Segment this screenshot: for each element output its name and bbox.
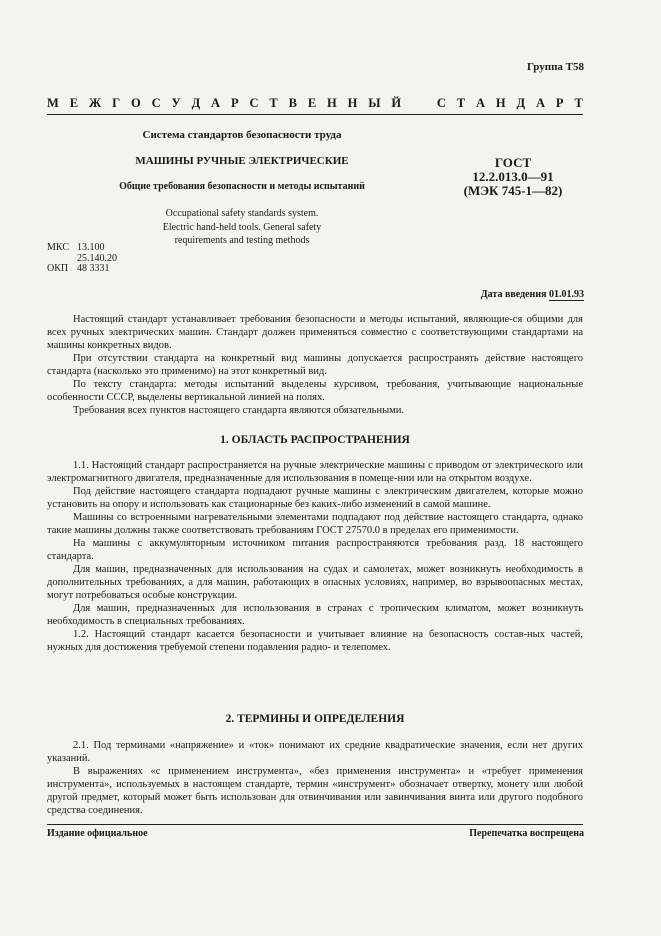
- banner-letter: Н: [327, 96, 337, 110]
- section-heading: 2. ТЕРМИНЫ И ОПРЕДЕЛЕНИЯ: [225, 713, 405, 725]
- gost-label: ГОСТ: [494, 155, 532, 170]
- paragraph: 1.2. Настоящий стандарт касается безопасности и учитывает влияние на безопасность состав-ных частей, нужных для достижения требуемой степени подавления радио- и телепомех.: [47, 629, 583, 653]
- banner-letter: Т: [456, 96, 466, 110]
- banner-letter: Н: [347, 96, 358, 110]
- system-title: Система стандартов безопасности труда: [142, 129, 342, 141]
- banner-letter: С: [249, 96, 259, 110]
- gost-number: 12.2.013.0—91: [472, 169, 554, 184]
- banner-letter: Г: [112, 96, 121, 110]
- classification-codes: [47, 243, 117, 275]
- banner-letter: Т: [574, 96, 583, 110]
- section-2-text: [47, 739, 583, 817]
- banner-letter: Е: [69, 96, 79, 110]
- document-title: МАШИНЫ РУЧНЫЕ ЭЛЕКТРИЧЕСКИЕ: [135, 155, 349, 167]
- intro-text: [47, 313, 583, 417]
- banner-letter: А: [211, 96, 221, 110]
- iec-number: (МЭК 745-1—82): [463, 183, 563, 198]
- official-edition-note: Издание официальное: [47, 828, 148, 839]
- mks-label: МКС: [47, 242, 69, 253]
- banner-letter: Й: [391, 96, 402, 110]
- paragraph: Настоящий стандарт устанавливает требования безопасности и методы испытаний, являющие-ся общими для всех ручных электрических машин. Стандарт должен применяться совместно с соответствующими стандартами на машины конкретных видов.: [47, 314, 583, 351]
- banner-letter: В: [288, 96, 297, 110]
- banner-letter: Д: [516, 96, 526, 110]
- banner-gap: [412, 96, 426, 111]
- header-rule: [47, 114, 583, 115]
- section-1-text: [47, 459, 583, 654]
- english-title-line: requirements and testing methods: [174, 235, 310, 246]
- mks-code: 13.100: [77, 242, 105, 253]
- banner-letter: Р: [555, 96, 564, 110]
- section-heading: 1. ОБЛАСТЬ РАСПРОСТРАНЕНИЯ: [220, 434, 410, 446]
- document-subtitle: Общие требования безопасности и методы испытаний: [119, 181, 365, 192]
- paragraph: При отсутствии стандарта на конкретный вид машины допускается распространять действие настоящего стандарта (насколько это применимо) на этот конкретный вид.: [47, 353, 583, 377]
- paragraph: Машины со встроенными нагревательными элементами подпадают под действие настоящего стандарта, однако такие машины должны также соответствовать требованиям ГОСТ 27570.0 в пределах его применимости.: [47, 512, 583, 536]
- banner-letter: Ы: [368, 96, 381, 110]
- banner-letter: О: [130, 96, 141, 110]
- english-title: [47, 207, 437, 248]
- footer-rule: [47, 824, 583, 825]
- banner-letter: А: [536, 96, 546, 110]
- paragraph: На машины с аккумуляторным источником питания распространяются требования разд. 18 настоящего стандарта.: [47, 538, 583, 562]
- paragraph: Для машин, предназначенных для использования в странах с тропическим климатом, может возникнуть необходимость в специальных требованиях.: [47, 603, 583, 627]
- paragraph: Для машин, предназначенных для использования на судах и самолетах, может возникнуть необходимость в дополнительных требованиях, а для машин, работающих в опасных условиях, например, во взрывоопасных местах, могут потребоваться особые конструкции.: [47, 564, 583, 601]
- banner-letter: Ж: [88, 96, 102, 110]
- okp-label: ОКП: [47, 263, 69, 274]
- banner-letter: Д: [191, 96, 201, 110]
- paragraph: В выражениях «с применением инструмента», «без применения инструмента» и «требует применения инструмента», используемых в настоящем стандарте, термин «инструмент» обозначает отвертку, монету или любой другой предмет, который может быть использован для отвинчивания или завинчивания винта или другого подобного средства соединения.: [47, 766, 583, 816]
- banner-letter: М: [47, 96, 59, 110]
- gost-designation: [438, 156, 588, 198]
- okp-code: 48 3331: [77, 263, 110, 274]
- paragraph: По тексту стандарта: методы испытаний выделены курсивом, требования, учитывающие национальные особенности СССР, выделены вертикальной линией на полях.: [47, 379, 583, 403]
- paragraph: Требования всех пунктов настоящего стандарта являются обязательными.: [73, 405, 405, 416]
- intro-date-value: 01.01.93: [549, 289, 584, 300]
- intro-date-label: Дата введения: [480, 289, 547, 300]
- standard-banner: [47, 96, 583, 111]
- english-title-line: Electric hand-held tools. General safety: [162, 221, 322, 233]
- paragraph: 2.1. Под терминами «напряжение» и «ток» понимают их средние квадратические значения, если нет других указаний.: [47, 740, 583, 764]
- introduction-date: [481, 289, 584, 300]
- reprint-prohibited-note: Перепечатка воспрещена: [469, 828, 584, 839]
- banner-letter: Т: [269, 96, 278, 110]
- banner-letter: С: [151, 96, 161, 110]
- paragraph: Под действие настоящего стандарта подпадают ручные машины с электрическим двигателем, которые можно установить на опору и использовать как стационарные без каких-либо изменений в самой машине.: [47, 486, 583, 510]
- english-title-line: Occupational safety standards system.: [165, 208, 319, 219]
- mks-code: 25.140.20: [77, 252, 117, 264]
- banner-letter: С: [436, 96, 446, 110]
- banner-letter: Е: [307, 96, 317, 110]
- group-code: Группа Т58: [526, 61, 584, 73]
- banner-letter: Н: [495, 96, 506, 110]
- banner-letter: Р: [230, 96, 239, 110]
- banner-letter: У: [171, 96, 181, 110]
- paragraph: 1.1. Настоящий стандарт распространяется на ручные электрические машины с приводом от электрического или электромагнитного двигателя, предназначенные для использования в помеще-нии или на открытом воздухе.: [47, 460, 583, 484]
- banner-letter: А: [476, 96, 486, 110]
